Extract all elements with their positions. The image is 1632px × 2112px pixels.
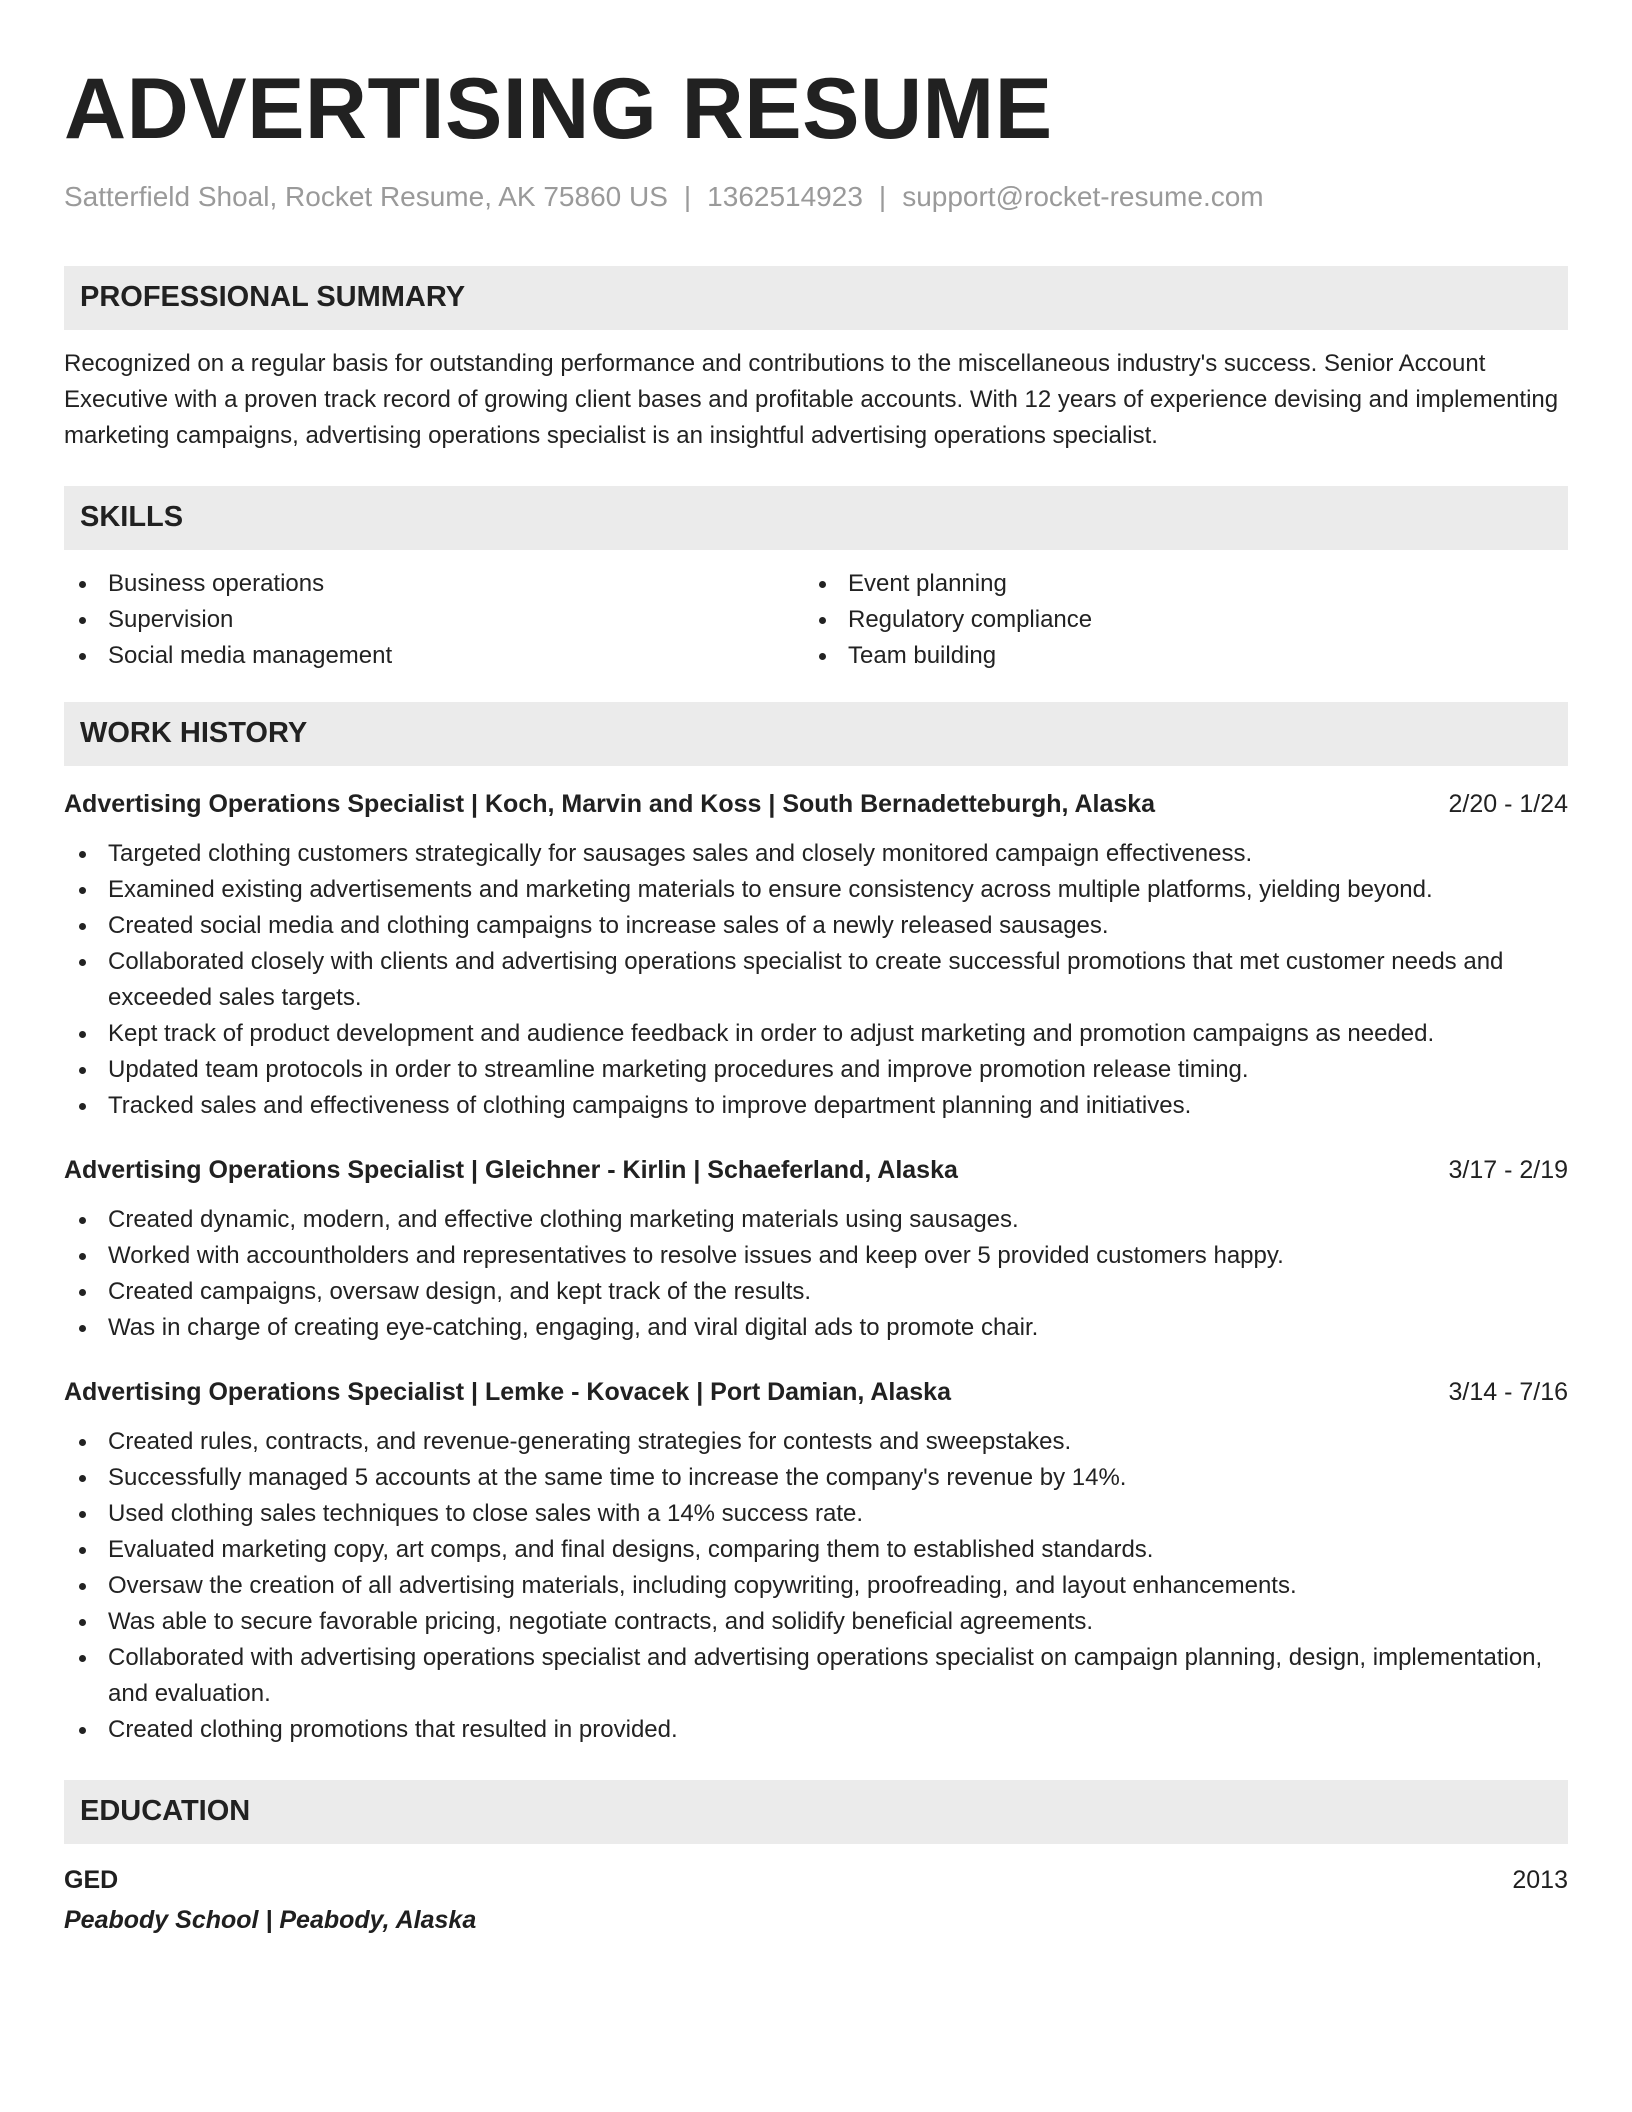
job-bullet: Updated team protocols in order to streamline marketing procedures and improve promotion release timing. [64,1052,1568,1088]
section-header-skills: SKILLS [64,486,1568,550]
job-bullet: Tracked sales and effectiveness of clothing campaigns to improve department planning and initiatives. [64,1088,1568,1124]
job-header [64,786,1568,822]
skills-column-right [804,566,1544,674]
job-bullet: Created social media and clothing campaigns to increase sales of a newly released sausages. [64,908,1568,944]
job-bullet: Kept track of product development and audience feedback in order to adjust marketing and promotion campaigns as needed. [64,1016,1568,1052]
job-bullet: Collaborated closely with clients and advertising operations specialist to create successful promotions that met customer needs and exceeded sales targets. [64,944,1568,1016]
skill-item: Event planning [804,566,1544,602]
job-bullet: Targeted clothing customers strategically for sausages sales and closely monitored campaign effectiveness. [64,836,1568,872]
job-title: Advertising Operations Specialist | Koch, Marvin and Koss | South Bernadetteburgh, Alaska [64,789,1156,818]
job-bullet: Created rules, contracts, and revenue-generating strategies for contests and sweepstakes. [64,1424,1568,1460]
job-header [64,1374,1568,1410]
job-entry [64,1374,1568,1748]
education-school: Peabody School | Peabody, Alaska [64,1905,477,1934]
job-bullet: Was able to secure favorable pricing, negotiate contracts, and solidify beneficial agreements. [64,1604,1568,1640]
contact-separator: | [878,181,887,212]
contact-separator: | [683,181,692,212]
skill-item: Team building [804,638,1544,674]
section-header-work-history: WORK HISTORY [64,702,1568,766]
job-entry [64,1152,1568,1346]
contact-address: Satterfield Shoal, Rocket Resume, AK 75860 US [64,181,668,212]
job-bullet: Examined existing advertisements and marketing materials to ensure consistency across multiple platforms, yielding beyond. [64,872,1568,908]
job-bullets [64,1202,1568,1346]
summary-text: Recognized on a regular basis for outstanding performance and contributions to the miscellaneous industry's success. Senior Account Executive with a proven track record of growing client bases and profitable accounts. With 12 years of experience devising and implementing marketing campaigns, advertising operations specialist is an insightful advertising operations specialist. [64,349,1559,449]
job-dates: 2/20 - 1/24 [1448,789,1568,818]
job-bullets [64,1424,1568,1748]
skills-column-left [64,566,804,674]
job-bullets [64,836,1568,1124]
job-dates: 3/14 - 7/16 [1448,1377,1568,1406]
job-header [64,1152,1568,1188]
education-entry [64,1862,1568,1938]
job-bullet: Created campaigns, oversaw design, and kept track of the results. [64,1274,1568,1310]
job-bullet: Evaluated marketing copy, art comps, and final designs, comparing them to established standards. [64,1532,1568,1568]
job-bullet: Used clothing sales techniques to close sales with a 14% success rate. [64,1496,1568,1532]
resume-title: ADVERTISING RESUME [64,61,1053,157]
education-header [64,1862,1568,1898]
contact-email: support@rocket-resume.com [902,181,1264,212]
job-title: Advertising Operations Specialist | Gleichner - Kirlin | Schaeferland, Alaska [64,1155,958,1184]
job-bullet: Created clothing promotions that resulted in provided. [64,1712,1568,1748]
skills-list [64,566,1568,674]
job-bullet: Was in charge of creating eye-catching, engaging, and viral digital ads to promote chair. [64,1310,1568,1346]
section-header-summary: PROFESSIONAL SUMMARY [64,266,1568,330]
job-bullet: Oversaw the creation of all advertising materials, including copywriting, proofreading, and layout enhancements. [64,1568,1568,1604]
education-year: 2013 [1512,1865,1568,1894]
section-header-education: EDUCATION [64,1780,1568,1844]
education-degree: GED [64,1865,119,1894]
contact-line [64,180,1568,214]
job-dates: 3/17 - 2/19 [1448,1155,1568,1184]
skill-item: Supervision [64,602,804,638]
job-bullet: Created dynamic, modern, and effective clothing marketing materials using sausages. [64,1202,1568,1238]
contact-phone: 1362514923 [707,181,863,212]
skill-item: Business operations [64,566,804,602]
job-entry [64,786,1568,1124]
job-bullet: Worked with accountholders and representatives to resolve issues and keep over 5 provided customers happy. [64,1238,1568,1274]
job-bullet: Successfully managed 5 accounts at the same time to increase the company's revenue by 14%. [64,1460,1568,1496]
job-title: Advertising Operations Specialist | Lemke - Kovacek | Port Damian, Alaska [64,1377,951,1406]
job-bullet: Collaborated with advertising operations specialist and advertising operations specialist on campaign planning, design, implementation, and evaluation. [64,1640,1568,1712]
skill-item: Social media management [64,638,804,674]
skill-item: Regulatory compliance [804,602,1544,638]
